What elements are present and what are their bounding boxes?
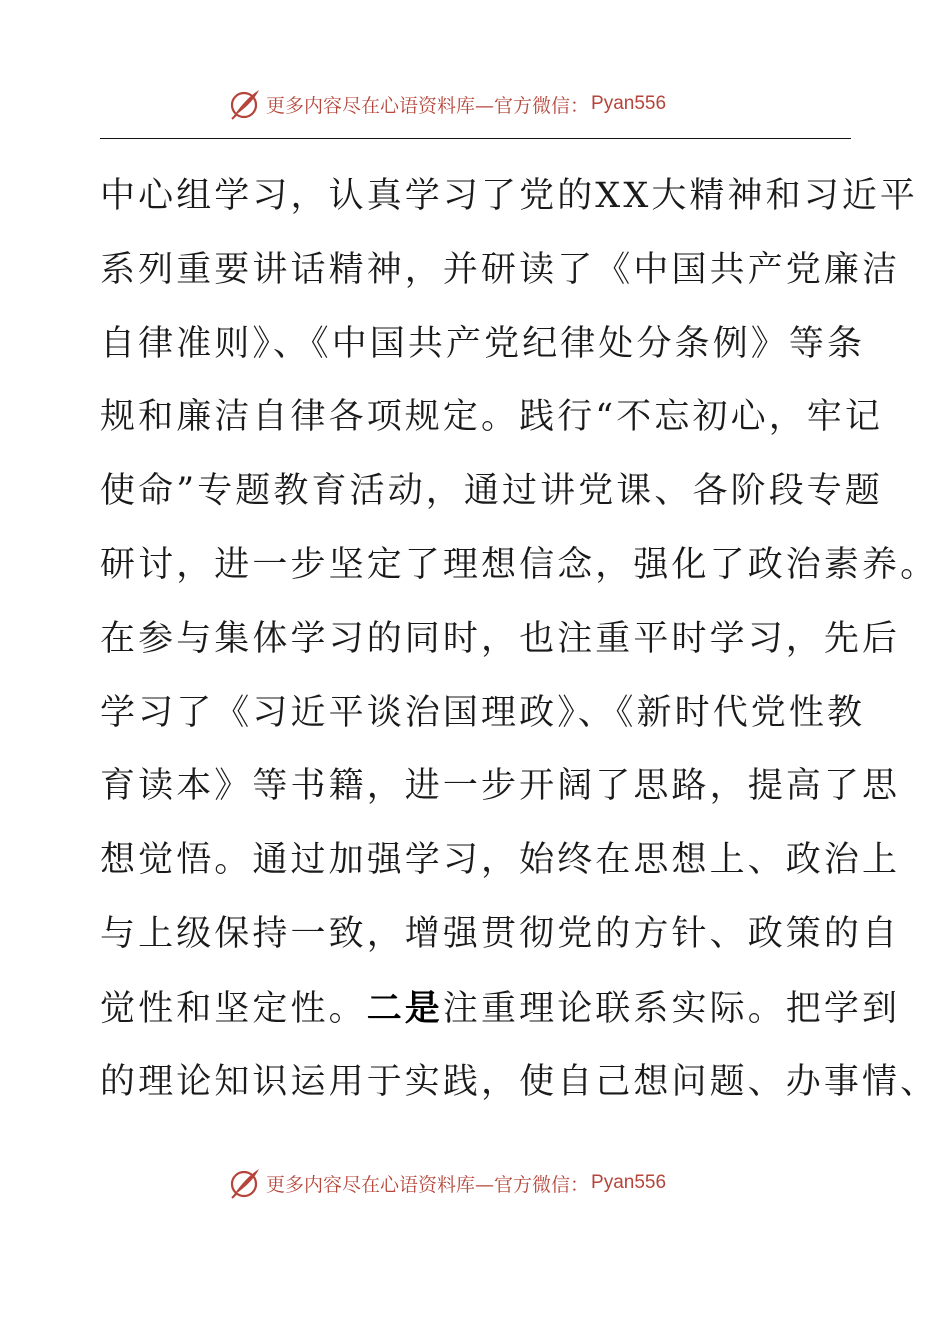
text-line: 规和廉洁自律各项规定。践行“不忘初心，牢记 (100, 397, 883, 438)
text-line: 自律准则》、《中国共产党纪律处分条例》等条 (100, 323, 866, 364)
quill-pen-logo-icon (228, 87, 262, 121)
text-line: 的理论知识运用于实践，使自己想问题、办事情、 (100, 1061, 939, 1102)
header-wechat-id: Pyan556 (591, 93, 667, 114)
text-line: 使命”专题教育活动，通过讲党课、各阶段专题 (100, 471, 883, 512)
body-text (100, 160, 939, 1119)
header-banner-text: 更多内容尽在心语资料库—官方微信： (266, 94, 590, 117)
header-divider (100, 138, 851, 139)
quill-pen-logo-icon (228, 1166, 262, 1200)
text-line: 学习了《习近平谈治国理政》、《新时代党性教 (100, 692, 866, 733)
text-segment: 注重理论联系实际。把学到 (442, 988, 901, 1029)
text-line: 想觉悟。通过加强学习，始终在思想上、政治上 (100, 840, 901, 881)
text-segment: 觉性和坚定性。 (100, 988, 367, 1029)
text-line: 育读本》等书籍，进一步开阔了思路，提高了思 (100, 766, 901, 807)
header-banner (228, 84, 666, 124)
footer-banner (228, 1163, 666, 1203)
text-line: 在参与集体学习的同时，也注重平时学习，先后 (100, 618, 901, 659)
footer-banner-text: 更多内容尽在心语资料库—官方微信： (266, 1173, 590, 1196)
text-line-with-emphasis (100, 972, 901, 1046)
text-line: 研讨，进一步坚定了理想信念，强化了政治素养。 (100, 544, 939, 585)
text-line: 系列重要讲话精神，并研读了《中国共产党廉洁 (100, 249, 901, 290)
footer-wechat-id: Pyan556 (591, 1172, 667, 1193)
emphasis-second-point: 二是 (366, 987, 443, 1029)
text-line: 中心组学习，认真学习了党的XX大精神和习近平 (100, 176, 919, 216)
text-line: 与上级保持一致，增强贯彻党的方针、政策的自 (100, 913, 901, 954)
